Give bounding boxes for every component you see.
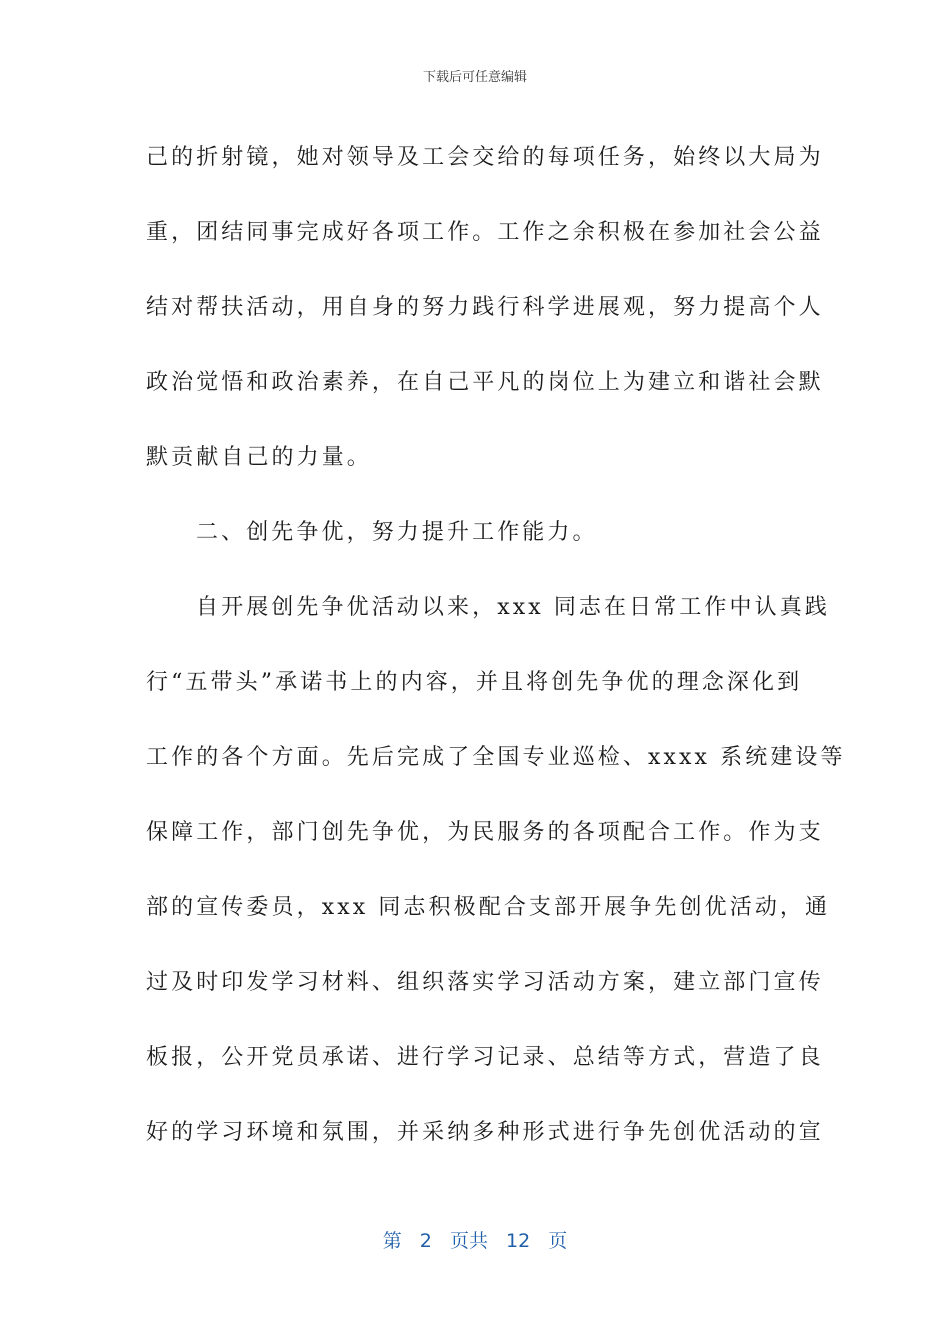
text-line: 好的学习环境和氛围，并采纳多种形式进行争先创优活动的宣	[146, 1120, 824, 1145]
text-line: 部的宣传委员，xxx 同志积极配合支部开展争先创优活动，通	[146, 895, 831, 920]
page-footer	[0, 1226, 950, 1253]
page-prefix: 第	[382, 1230, 402, 1252]
page-number: 2	[419, 1230, 432, 1252]
text-line: 己的折射镜，她对领导及工会交给的每项任务，始终以大局为	[146, 145, 824, 170]
text-line: 默贡献自己的力量。	[146, 445, 372, 470]
section-heading: 二、创先争优，努力提升工作能力。	[196, 520, 598, 545]
page-total: 12	[506, 1230, 531, 1252]
text-line: 板报，公开党员承诺、进行学习记录、总结等方式，营造了良	[146, 1045, 824, 1070]
text-line: 保障工作，部门创先争优，为民服务的各项配合工作。作为支	[146, 820, 824, 845]
text-line: 工作的各个方面。先后完成了全国专业巡检、xxxx 系统建设等	[146, 745, 846, 770]
page-header: 下载后可任意编辑	[422, 70, 527, 85]
page-middle: 页共	[449, 1230, 488, 1252]
page-suffix: 页	[548, 1230, 568, 1252]
document-body	[146, 120, 846, 1170]
text-line: 政治觉悟和政治素养，在自己平凡的岗位上为建立和谐社会默	[146, 370, 824, 395]
text-line: 自开展创先争优活动以来，xxx 同志在日常工作中认真践	[196, 595, 830, 620]
text-line: 结对帮扶活动，用自身的努力践行科学进展观，努力提高个人	[146, 295, 824, 320]
text-line: 过及时印发学习材料、组织落实学习活动方案，建立部门宣传	[146, 970, 824, 995]
text-line: 重，团结同事完成好各项工作。工作之余积极在参加社会公益	[146, 220, 824, 245]
text-line: 行“五带头”承诺书上的内容，并且将创先争优的理念深化到	[146, 670, 803, 695]
